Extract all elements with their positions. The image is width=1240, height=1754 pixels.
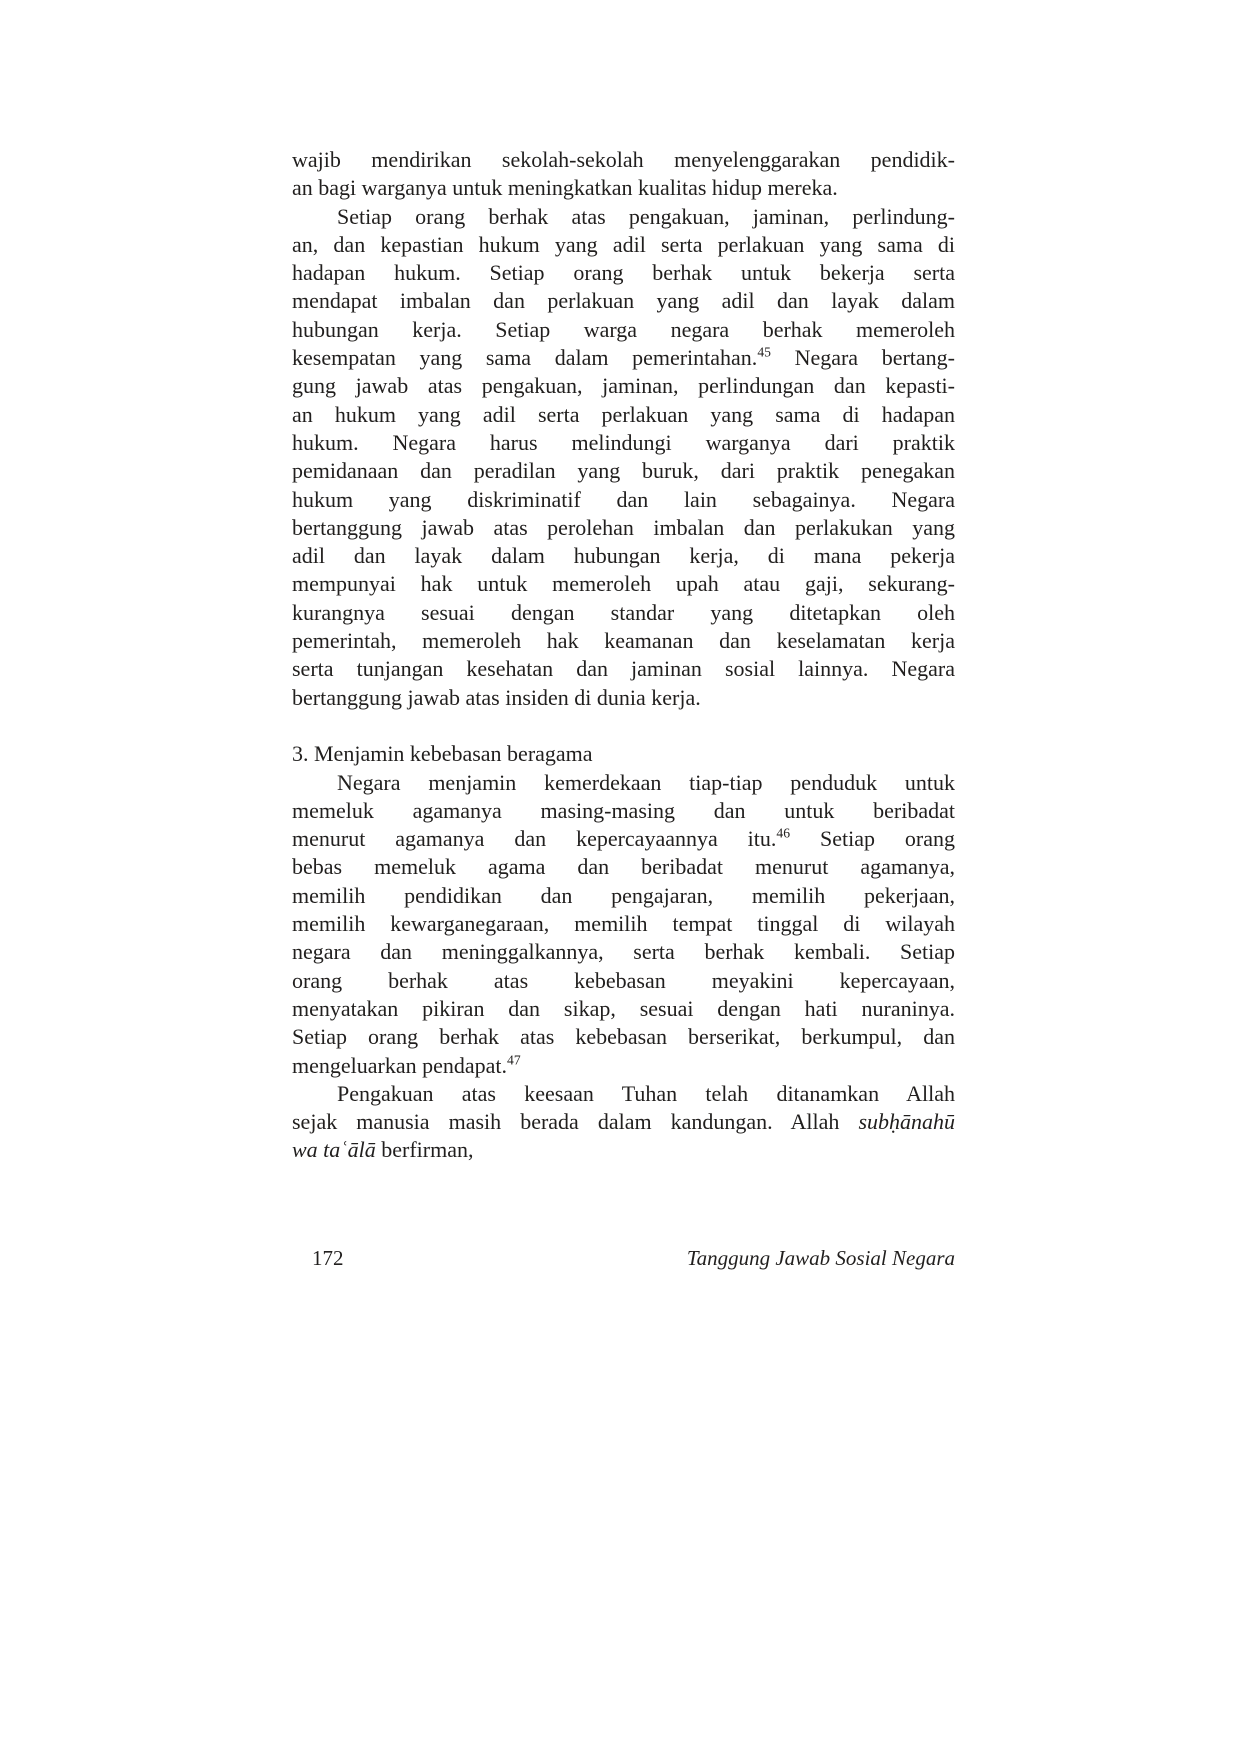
text-segment: serta tunjangan kesehatan dan jaminan sosial lainnya. Negara bbox=[292, 656, 955, 682]
text-line bbox=[292, 146, 955, 174]
text-line bbox=[292, 1108, 955, 1136]
text-line bbox=[292, 429, 955, 457]
text-segment: bertanggung jawab atas insiden di dunia kerja. bbox=[292, 684, 701, 710]
text-line bbox=[292, 853, 955, 881]
text-segment: pemerintah, memeroleh hak keamanan dan keselamatan kerja bbox=[292, 628, 955, 654]
text-line bbox=[292, 684, 955, 712]
text-segment: gung jawab atas pengakuan, jaminan, perlindungan dan kepasti- bbox=[292, 373, 955, 399]
text-segment: hubungan kerja. Setiap warga negara berhak memeroleh bbox=[292, 316, 955, 342]
text-segment: Setiap orang berhak atas kebebasan berserikat, berkumpul, dan bbox=[292, 1024, 955, 1050]
text-line bbox=[292, 457, 955, 485]
text-segment: orang berhak atas kebebasan meyakini kepercayaan, bbox=[292, 967, 955, 993]
text-segment: hadapan hukum. Setiap orang berhak untuk bekerja serta bbox=[292, 260, 955, 286]
paragraph-1 bbox=[292, 146, 955, 203]
text-segment: memeluk agamanya masing-masing dan untuk beribadat bbox=[292, 797, 955, 823]
text-line bbox=[292, 344, 955, 372]
text-line bbox=[292, 882, 955, 910]
page-footer bbox=[292, 1246, 955, 1271]
text-line bbox=[292, 401, 955, 429]
footnote-reference: 47 bbox=[507, 1052, 521, 1068]
text-line bbox=[292, 486, 955, 514]
text-line bbox=[292, 967, 955, 995]
italic-text-segment: subḥānahū bbox=[858, 1109, 955, 1135]
text-line bbox=[292, 372, 955, 400]
text-line bbox=[292, 1080, 955, 1108]
text-line bbox=[292, 1052, 955, 1080]
text-segment: hukum. Negara harus melindungi warganya dari praktik bbox=[292, 429, 955, 455]
text-segment: an bagi warganya untuk meningkatkan kualitas hidup mereka. bbox=[292, 175, 838, 201]
body-text-block bbox=[292, 146, 955, 1165]
text-segment: berfirman, bbox=[375, 1137, 474, 1163]
text-line bbox=[292, 259, 955, 287]
text-line bbox=[292, 542, 955, 570]
paragraph-2 bbox=[292, 203, 955, 712]
text-line bbox=[292, 1136, 955, 1164]
text-segment: Pengakuan atas keesaan Tuhan telah ditanamkan Allah bbox=[337, 1080, 955, 1106]
paragraph-4 bbox=[292, 1080, 955, 1165]
text-line bbox=[292, 797, 955, 825]
text-line bbox=[292, 514, 955, 542]
footnote-reference: 45 bbox=[757, 344, 771, 360]
text-segment: Negara bertang- bbox=[770, 345, 955, 371]
text-segment: pemidanaan dan peradilan yang buruk, dari praktik penegakan bbox=[292, 458, 955, 484]
text-line bbox=[292, 938, 955, 966]
text-segment: sejak manusia masih berada dalam kandungan. Allah bbox=[292, 1109, 859, 1135]
text-segment: mempunyai hak untuk memeroleh upah atau gaji, sekurang- bbox=[292, 571, 955, 597]
text-line bbox=[292, 287, 955, 315]
text-segment: memilih kewarganegaraan, memilih tempat tinggal di wilayah bbox=[292, 911, 955, 937]
text-line bbox=[292, 825, 955, 853]
text-segment: kurangnya sesuai dengan standar yang ditetapkan oleh bbox=[292, 599, 955, 625]
text-segment: Setiap orang berhak atas pengakuan, jaminan, perlindung- bbox=[337, 203, 955, 229]
section-heading: 3. Menjamin kebebasan beragama bbox=[292, 741, 593, 767]
text-segment: Negara menjamin kemerdekaan tiap-tiap penduduk untuk bbox=[337, 769, 955, 795]
text-line bbox=[292, 174, 955, 202]
text-segment: an, dan kepastian hukum yang adil serta perlakuan yang sama di bbox=[292, 231, 955, 257]
text-segment: menyatakan pikiran dan sikap, sesuai dengan hati nuraninya. bbox=[292, 995, 955, 1021]
footnote-reference: 46 bbox=[776, 825, 791, 841]
text-segment: mendapat imbalan dan perlakuan yang adil dan layak dalam bbox=[292, 288, 955, 314]
text-segment: bertanggung jawab atas perolehan imbalan dan perlakukan yang bbox=[292, 514, 955, 540]
text-segment: menurut agamanya dan kepercayaannya itu. bbox=[292, 826, 777, 852]
text-segment: Setiap orang bbox=[790, 826, 955, 852]
text-segment: memilih pendidikan dan pengajaran, memilih pekerjaan, bbox=[292, 882, 955, 908]
text-segment: negara dan meninggalkannya, serta berhak kembali. Setiap bbox=[292, 939, 955, 965]
text-line bbox=[292, 599, 955, 627]
text-line bbox=[292, 627, 955, 655]
text-line bbox=[292, 316, 955, 344]
text-segment: wajib mendirikan sekolah-sekolah menyelenggarakan pendidik- bbox=[292, 147, 955, 172]
text-line bbox=[292, 910, 955, 938]
text-segment: mengeluarkan pendapat. bbox=[292, 1052, 508, 1078]
text-line bbox=[292, 203, 955, 231]
text-segment: kesempatan yang sama dalam pemerintahan. bbox=[292, 345, 758, 371]
italic-text-segment: wa taʿālā bbox=[292, 1137, 376, 1163]
text-segment: hukum yang diskriminatif dan lain sebagainya. Negara bbox=[292, 486, 955, 512]
text-line bbox=[292, 769, 955, 797]
text-line bbox=[292, 1023, 955, 1051]
page-number: 172 bbox=[312, 1246, 344, 1270]
text-segment: bebas memeluk agama dan beribadat menurut agamanya, bbox=[292, 854, 955, 880]
text-segment: adil dan layak dalam hubungan kerja, di mana pekerja bbox=[292, 543, 955, 569]
blank-line bbox=[292, 712, 955, 740]
text-line bbox=[292, 655, 955, 683]
text-line bbox=[292, 570, 955, 598]
running-title: Tanggung Jawab Sosial Negara bbox=[686, 1246, 955, 1270]
paragraph-3 bbox=[292, 769, 955, 1080]
text-line bbox=[292, 995, 955, 1023]
text-segment: an hukum yang adil serta perlakuan yang sama di hadapan bbox=[292, 401, 955, 427]
text-line bbox=[292, 231, 955, 259]
